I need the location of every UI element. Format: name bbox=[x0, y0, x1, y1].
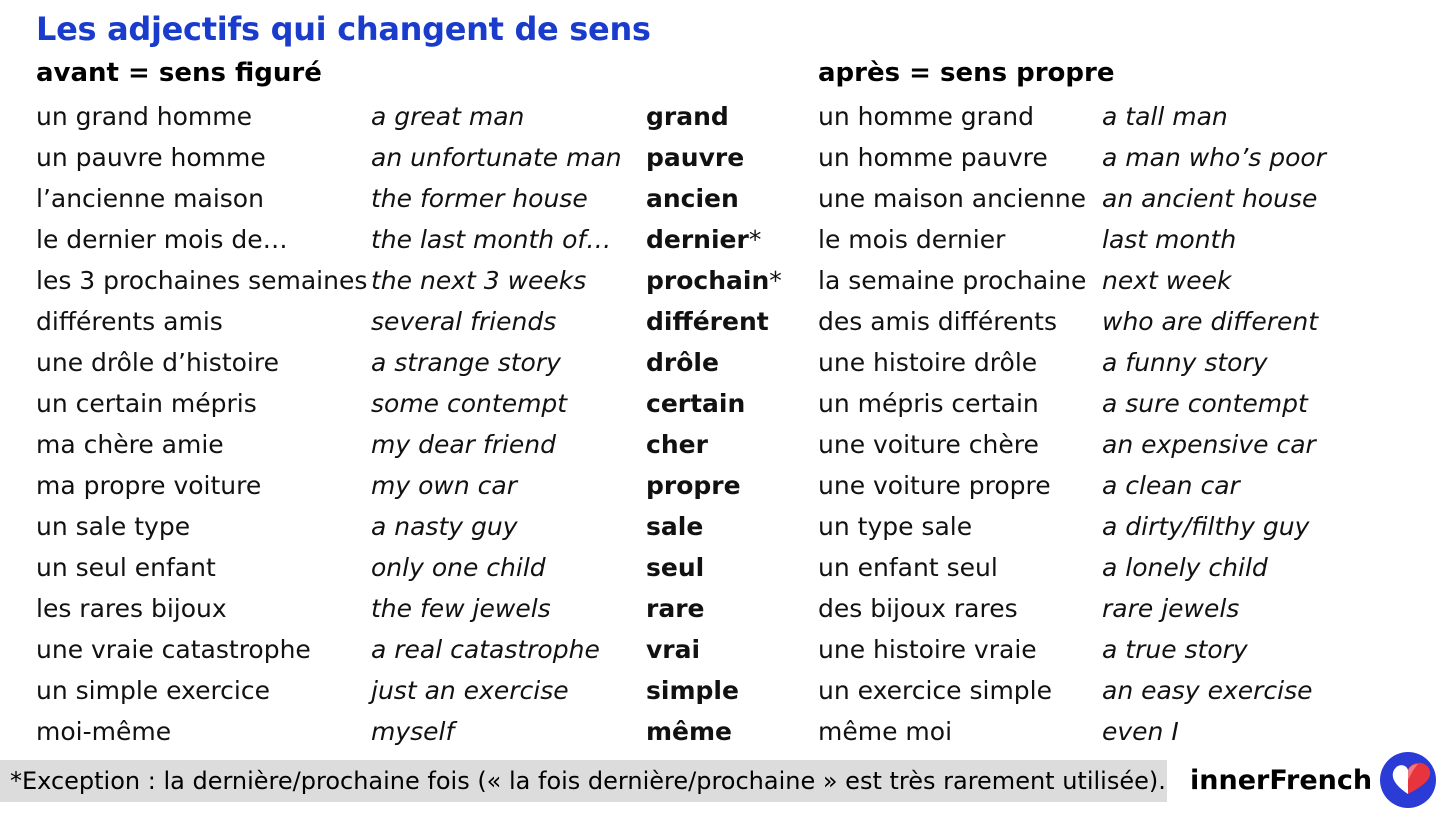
adjective-text: dernier bbox=[646, 225, 749, 254]
english-after bbox=[1102, 670, 1313, 711]
english-before-text: myself bbox=[371, 717, 455, 746]
french-after-text: des amis différents bbox=[818, 307, 1058, 336]
french-after-text: une maison ancienne bbox=[818, 184, 1087, 213]
adjective-text: simple bbox=[646, 676, 739, 705]
french-after bbox=[818, 178, 1086, 219]
french-after bbox=[818, 465, 1051, 506]
french-before bbox=[36, 383, 257, 424]
english-before bbox=[371, 506, 518, 547]
english-before bbox=[371, 301, 556, 342]
adjective bbox=[646, 301, 769, 342]
french-before-text: un certain mépris bbox=[36, 389, 257, 418]
french-before-text: l’ancienne maison bbox=[36, 184, 264, 213]
table-row bbox=[36, 506, 1436, 547]
english-after-text: rare jewels bbox=[1102, 594, 1240, 623]
french-before bbox=[36, 711, 171, 752]
french-after bbox=[818, 383, 1039, 424]
french-after-text: un homme grand bbox=[818, 102, 1034, 131]
adjective bbox=[646, 588, 704, 629]
adjective bbox=[646, 506, 703, 547]
adjective-text: sale bbox=[646, 512, 704, 541]
english-before bbox=[371, 588, 551, 629]
english-after bbox=[1102, 96, 1228, 137]
english-before bbox=[371, 424, 556, 465]
page-title: Les adjectifs qui changent de sens bbox=[36, 10, 651, 48]
french-before-text: un seul enfant bbox=[36, 553, 216, 582]
french-before-text: un sale type bbox=[36, 512, 191, 541]
english-before bbox=[371, 670, 569, 711]
french-after bbox=[818, 219, 1005, 260]
adjective-text: pauvre bbox=[646, 143, 745, 172]
english-after-text: a clean car bbox=[1102, 471, 1240, 500]
adjective bbox=[646, 465, 741, 506]
adjective bbox=[646, 96, 729, 137]
french-after-text: un exercice simple bbox=[818, 676, 1052, 705]
footnote-marker: * bbox=[748, 225, 762, 254]
french-after bbox=[818, 670, 1052, 711]
english-before-text: a nasty guy bbox=[371, 512, 518, 541]
footnote-marker: * bbox=[769, 266, 782, 295]
french-before bbox=[36, 260, 367, 301]
table-row bbox=[36, 711, 1436, 752]
table-row bbox=[36, 588, 1436, 629]
english-after-text: a dirty/filthy guy bbox=[1102, 512, 1310, 541]
adjective bbox=[646, 219, 761, 260]
english-before-text: the last month of… bbox=[371, 225, 612, 254]
adjective-text: rare bbox=[646, 594, 705, 623]
french-before bbox=[36, 137, 266, 178]
english-after-text: a lonely child bbox=[1102, 553, 1268, 582]
adjective-text: cher bbox=[646, 430, 708, 459]
adjective bbox=[646, 260, 782, 301]
adjective-text: seul bbox=[646, 553, 705, 582]
header-before: avant = sens figuré bbox=[36, 58, 322, 88]
french-after bbox=[818, 260, 1086, 301]
english-before bbox=[371, 219, 611, 260]
english-before bbox=[371, 547, 546, 588]
adjective-text: prochain bbox=[646, 266, 770, 295]
adjective-text: grand bbox=[646, 102, 729, 131]
english-before-text: just an exercise bbox=[371, 676, 569, 705]
adjective bbox=[646, 547, 704, 588]
french-before bbox=[36, 629, 311, 670]
vocabulary-table bbox=[36, 96, 1436, 752]
french-before-text: un grand homme bbox=[36, 102, 252, 131]
english-after bbox=[1102, 506, 1309, 547]
french-after-text: une histoire vraie bbox=[818, 635, 1037, 664]
brand-name: innerFrench bbox=[1190, 765, 1373, 796]
english-before bbox=[371, 178, 588, 219]
french-before-text: un pauvre homme bbox=[36, 143, 266, 172]
table-row bbox=[36, 219, 1436, 260]
french-before bbox=[36, 342, 279, 383]
table-row bbox=[36, 670, 1436, 711]
english-after-text: an expensive car bbox=[1102, 430, 1316, 459]
adjective bbox=[646, 342, 719, 383]
english-after bbox=[1102, 547, 1268, 588]
adjective bbox=[646, 383, 745, 424]
french-after bbox=[818, 424, 1039, 465]
english-after-text: who are different bbox=[1102, 307, 1319, 336]
french-after-text: un mépris certain bbox=[818, 389, 1039, 418]
english-before bbox=[371, 711, 454, 752]
adjective-text: certain bbox=[646, 389, 746, 418]
table-row bbox=[36, 178, 1436, 219]
french-before-text: moi-même bbox=[36, 717, 172, 746]
french-before bbox=[36, 670, 270, 711]
adjective-text: même bbox=[646, 717, 733, 746]
adjective-text: drôle bbox=[646, 348, 719, 377]
english-after bbox=[1102, 465, 1240, 506]
french-before-text: différents amis bbox=[36, 307, 223, 336]
french-before bbox=[36, 96, 252, 137]
table-row bbox=[36, 465, 1436, 506]
french-before-text: les rares bijoux bbox=[36, 594, 227, 623]
french-after bbox=[818, 711, 952, 752]
english-after bbox=[1102, 711, 1179, 752]
footnote-text: *Exception : la dernière/prochaine fois (« la fois dernière/prochaine » est très rarement utilisée). bbox=[10, 767, 1166, 795]
english-after bbox=[1102, 178, 1317, 219]
english-after-text: even I bbox=[1102, 717, 1179, 746]
french-after bbox=[818, 588, 1018, 629]
english-before bbox=[371, 260, 586, 301]
english-after-text: an easy exercise bbox=[1102, 676, 1313, 705]
adjective bbox=[646, 629, 700, 670]
header-after: après = sens propre bbox=[818, 58, 1115, 88]
english-before-text: a strange story bbox=[371, 348, 561, 377]
french-after bbox=[818, 547, 998, 588]
english-after-text: a tall man bbox=[1102, 102, 1228, 131]
english-after bbox=[1102, 219, 1236, 260]
french-before-text: les 3 prochaines semaines bbox=[36, 266, 368, 295]
english-before-text: the former house bbox=[371, 184, 588, 213]
french-after-text: une histoire drôle bbox=[818, 348, 1038, 377]
english-before bbox=[371, 137, 622, 178]
english-after-text: a true story bbox=[1102, 635, 1248, 664]
french-after-text: la semaine prochaine bbox=[818, 266, 1087, 295]
footnote-bar bbox=[0, 760, 1167, 802]
french-before bbox=[36, 506, 190, 547]
english-after-text: a man who’s poor bbox=[1102, 143, 1326, 172]
french-before bbox=[36, 547, 216, 588]
french-after bbox=[818, 137, 1048, 178]
table-row bbox=[36, 342, 1436, 383]
english-after bbox=[1102, 137, 1326, 178]
english-before-text: a real catastrophe bbox=[371, 635, 600, 664]
table-row bbox=[36, 383, 1436, 424]
french-before bbox=[36, 301, 223, 342]
french-before bbox=[36, 424, 224, 465]
french-after-text: un enfant seul bbox=[818, 553, 998, 582]
table-row bbox=[36, 629, 1436, 670]
french-before bbox=[36, 178, 264, 219]
french-after bbox=[818, 301, 1057, 342]
french-before-text: ma propre voiture bbox=[36, 471, 262, 500]
french-after-text: même moi bbox=[818, 717, 953, 746]
french-before-text: une drôle d’histoire bbox=[36, 348, 279, 377]
english-before-text: an unfortunate man bbox=[371, 143, 622, 172]
table-row bbox=[36, 137, 1436, 178]
french-before bbox=[36, 588, 227, 629]
adjective bbox=[646, 137, 744, 178]
english-before-text: the next 3 weeks bbox=[371, 266, 587, 295]
english-before-text: my dear friend bbox=[371, 430, 557, 459]
adjective bbox=[646, 670, 739, 711]
adjective-text: ancien bbox=[646, 184, 739, 213]
table-row bbox=[36, 424, 1436, 465]
english-after-text: next week bbox=[1102, 266, 1232, 295]
english-after bbox=[1102, 301, 1318, 342]
english-before bbox=[371, 96, 524, 137]
english-before-text: my own car bbox=[371, 471, 517, 500]
adjective-text: vrai bbox=[646, 635, 701, 664]
english-after-text: last month bbox=[1102, 225, 1237, 254]
french-after-text: un homme pauvre bbox=[818, 143, 1048, 172]
table-row bbox=[36, 547, 1436, 588]
adjective bbox=[646, 711, 732, 752]
english-after-text: a sure contempt bbox=[1102, 389, 1308, 418]
french-after-text: des bijoux rares bbox=[818, 594, 1018, 623]
french-after bbox=[818, 342, 1037, 383]
english-before-text: only one child bbox=[371, 553, 546, 582]
english-before-text: some contempt bbox=[371, 389, 568, 418]
english-after-text: an ancient house bbox=[1102, 184, 1318, 213]
french-after bbox=[818, 506, 972, 547]
french-after-text: une voiture chère bbox=[818, 430, 1039, 459]
french-after-text: le mois dernier bbox=[818, 225, 1006, 254]
english-after bbox=[1102, 342, 1268, 383]
english-after bbox=[1102, 260, 1231, 301]
english-before-text: a great man bbox=[371, 102, 525, 131]
french-before-text: un simple exercice bbox=[36, 676, 270, 705]
french-before-text: le dernier mois de… bbox=[36, 225, 288, 254]
english-before bbox=[371, 465, 517, 506]
french-before-text: une vraie catastrophe bbox=[36, 635, 311, 664]
english-after bbox=[1102, 383, 1308, 424]
adjective bbox=[646, 424, 708, 465]
table-row bbox=[36, 301, 1436, 342]
french-after-text: une voiture propre bbox=[818, 471, 1051, 500]
table-row bbox=[36, 260, 1436, 301]
english-before-text: several friends bbox=[371, 307, 557, 336]
adjective-text: propre bbox=[646, 471, 741, 500]
english-after bbox=[1102, 424, 1316, 465]
french-before-text: ma chère amie bbox=[36, 430, 224, 459]
english-after bbox=[1102, 588, 1239, 629]
english-before bbox=[371, 383, 567, 424]
french-after bbox=[818, 96, 1034, 137]
english-before-text: the few jewels bbox=[371, 594, 551, 623]
adjective bbox=[646, 178, 739, 219]
heart-logo-icon bbox=[1374, 750, 1446, 810]
french-after bbox=[818, 629, 1037, 670]
english-after bbox=[1102, 629, 1248, 670]
english-after-text: a funny story bbox=[1102, 348, 1268, 377]
adjective-text: différent bbox=[646, 307, 769, 336]
french-after-text: un type sale bbox=[818, 512, 973, 541]
french-before bbox=[36, 219, 288, 260]
table-row bbox=[36, 96, 1436, 137]
english-before bbox=[371, 629, 600, 670]
french-before bbox=[36, 465, 261, 506]
english-before bbox=[371, 342, 561, 383]
